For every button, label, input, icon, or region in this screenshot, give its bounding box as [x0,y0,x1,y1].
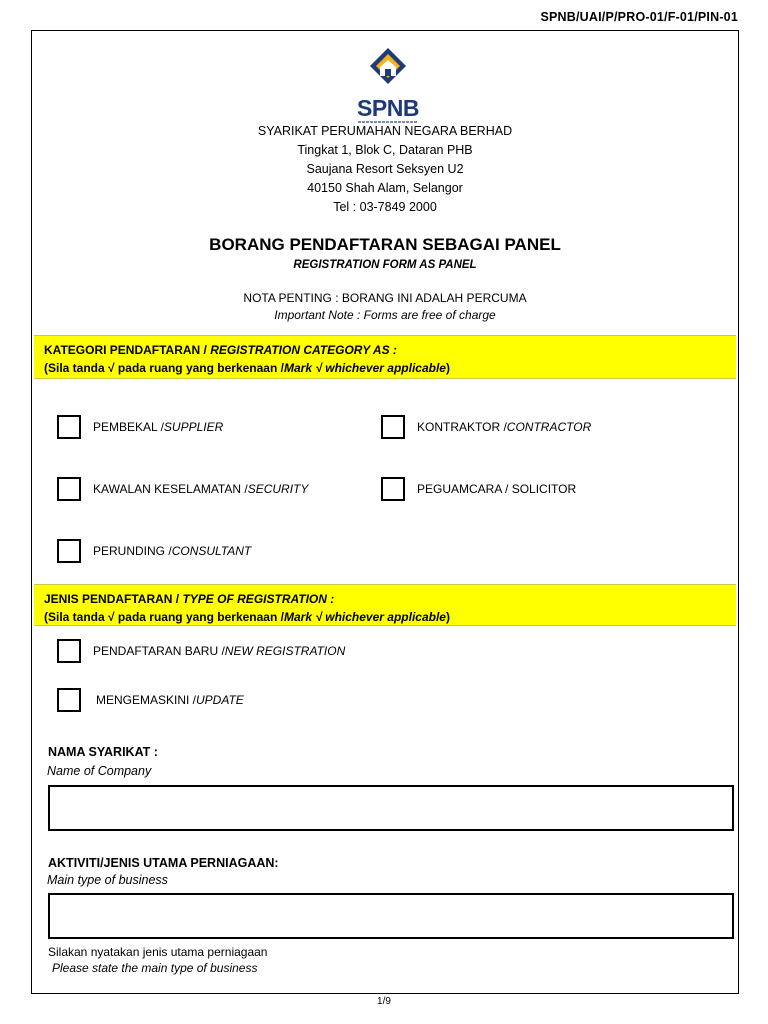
update-checkbox[interactable] [57,688,81,712]
consultant-checkbox[interactable] [57,539,81,563]
important-note: NOTA PENTING : BORANG INI ADALAH PERCUMA [243,291,527,305]
option-contractor[interactable]: KONTRAKTOR / CONTRACTOR [381,415,591,439]
option-update[interactable]: MENGEMASKINI / UPDATE [57,688,244,712]
spnb-logo [350,45,426,125]
contractor-checkbox[interactable] [381,415,405,439]
business-type-input[interactable] [48,893,734,939]
document-code: SPNB/UAI/P/PRO-01/F-01/PIN-01 [540,10,738,24]
company-name-label: NAMA SYARIKAT : [48,745,158,759]
option-solicitor[interactable]: PEGUAMCARA / SOLICITOR [381,477,576,501]
address-line-1: Tingkat 1, Blok C, Dataran PHB [297,143,473,157]
company-name-input[interactable] [48,785,734,831]
security-checkbox[interactable] [57,477,81,501]
category-header: KATEGORI PENDAFTARAN / REGISTRATION CATEGORY AS : (Sila tanda √ pada ruang yang berkenaan /Mark √ whichever applicable) [34,335,736,379]
option-security[interactable]: KAWALAN KESELAMATAN / SECURITY [57,477,308,501]
business-type-label: AKTIVITI/JENIS UTAMA PERNIAGAAN: [48,856,279,870]
new-registration-checkbox[interactable] [57,639,81,663]
form-title: BORANG PENDAFTARAN SEBAGAI PANEL [209,235,561,254]
option-new-registration[interactable]: PENDAFTARAN BARU / NEW REGISTRATION [57,639,345,663]
address-line-3: 40150 Shah Alam, Selangor [307,181,463,195]
type-instruction-english: Mark √ whichever applicable [283,610,446,624]
company-tel: Tel : 03-7849 2000 [333,200,437,214]
company-name-label-english: Name of Company [47,764,152,778]
logo-wordmark: SPNB [357,95,419,121]
type-label-english: TYPE OF REGISTRATION : [182,592,335,606]
category-instruction-english: Mark √ whichever applicable [283,361,446,375]
business-type-label-english: Main type of business [47,873,168,887]
form-subtitle: REGISTRATION FORM AS PANEL [293,259,477,271]
address-line-2: Saujana Resort Seksyen U2 [306,162,464,176]
category-instruction: (Sila tanda √ pada ruang yang berkenaan / [44,361,284,375]
company-name: SYARIKAT PERUMAHAN NEGARA BERHAD [257,124,513,138]
category-label: KATEGORI PENDAFTARAN / [44,343,211,357]
business-type-hint-english: Please state the main type of business [52,961,258,975]
house-logo-icon [350,45,426,95]
form-page [31,30,739,994]
solicitor-checkbox[interactable] [381,477,405,501]
category-label-english: REGISTRATION CATEGORY AS : [210,343,397,357]
important-note-english: Important Note : Forms are free of charge [274,308,496,322]
type-instruction: (Sila tanda √ pada ruang yang berkenaan / [44,610,284,624]
supplier-checkbox[interactable] [57,415,81,439]
option-consultant[interactable]: PERUNDING / CONSULTANT [57,539,251,563]
page-number: 1/9 [377,996,391,1007]
registration-type-header: JENIS PENDAFTARAN / TYPE OF REGISTRATION : (Sila tanda √ pada ruang yang berkenaan /Mark √ whichever applicable) [34,584,736,626]
business-type-hint: Silakan nyatakan jenis utama perniagaan [48,945,268,959]
type-label: JENIS PENDAFTARAN / [44,592,183,606]
option-supplier[interactable]: PEMBEKAL / SUPPLIER [57,415,223,439]
